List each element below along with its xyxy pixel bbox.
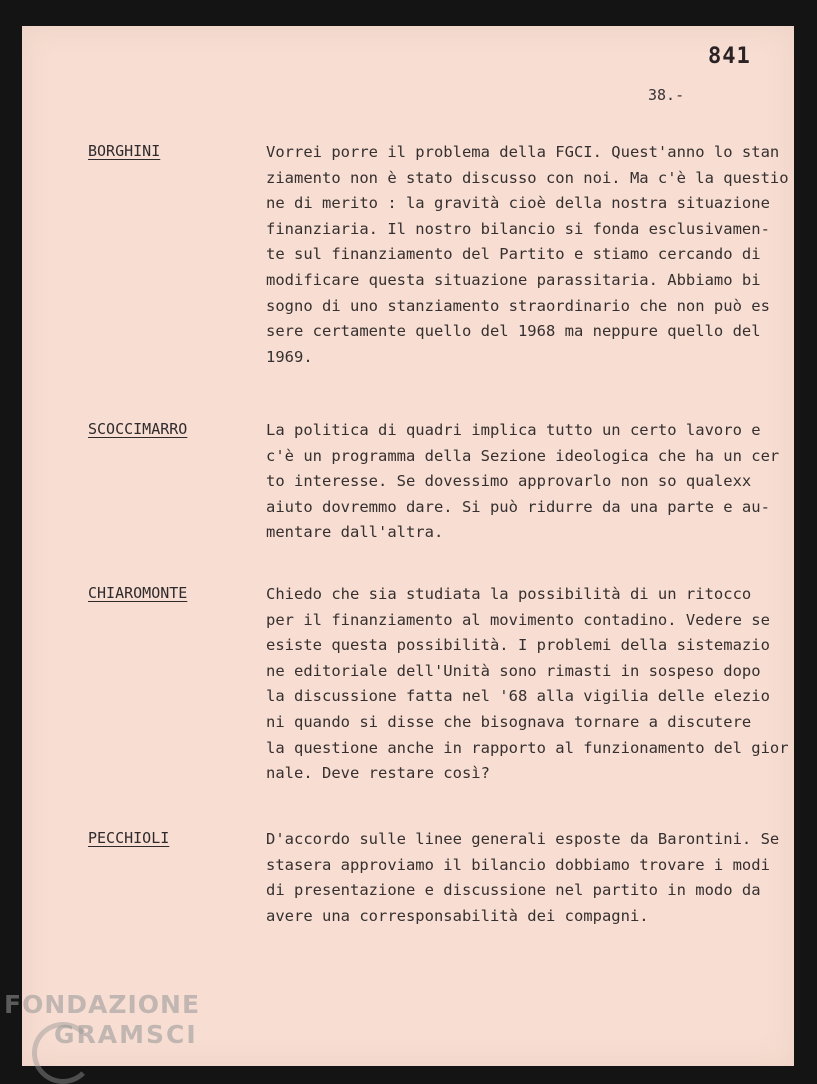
speech-scoccimarro: La politica di quadri implica tutto un certo lavoro e c'è un programma della Sezione ideologica che ha un cer to interesse. Se dovessimo approvarlo non so qualexx aiuto dovremmo dare. Si può ridurre da una parte e au- mentare dall'altra.: [266, 421, 780, 542]
watermark-g-logo-icon: [32, 1022, 94, 1084]
speaker-chiaromonte: CHIAROMONTE: [88, 584, 188, 602]
speaker-scoccimarro: SCOCCIMARRO: [88, 420, 188, 438]
page-number: 38.-: [648, 86, 685, 104]
speech-chiaromonte: Chiedo che sia studiata la possibilità di un ritocco per il finanziamento al movimento contadino. Vedere se esiste questa possibilità. I problemi della sistemazio ne editoriale dell'Unità sono rimasti in sospeso dopo la discussione fatta nel '68 alla vigilia delle elezio ni quando si disse che bisognava tornare a discutere la questione anche in rapporto al funzionamento del gior nale. Deve restare così?: [266, 585, 789, 783]
speech-pecchioli: D'accordo sulle linee generali esposte da Barontini. Se stasera approviamo il bilancio dobbiamo trovare i modi di presentazione e discussione nel partito in modo da avere una corresponsabilità dei compagni.: [266, 830, 780, 925]
speaker-borghini: BORGHINI: [88, 142, 161, 160]
watermark-line1: FONDAZIONE: [4, 990, 201, 1019]
watermark-line2: GRAMSCI: [54, 1020, 198, 1049]
speech-borghini: Vorrei porre il problema della FGCI. Quest'anno lo stan ziamento non è stato discusso con noi. Ma c'è la questio ne di merito : la gravità cioè della nostra situazione finanziaria. Il nostro bilancio si fonda esclusivamen- te sul finanziamento del Partito e stiamo cercando di modificare questa situazione parassitaria. Abbiamo bi sogno di uno stanziamento straordinario che non può es sere certamente quello del 1968 ma neppure quello del 1969.: [266, 143, 789, 366]
speaker-pecchioli: PECCHIOLI: [88, 829, 170, 847]
document-page: [22, 26, 794, 1066]
archive-stamp-number: 841: [708, 44, 751, 69]
